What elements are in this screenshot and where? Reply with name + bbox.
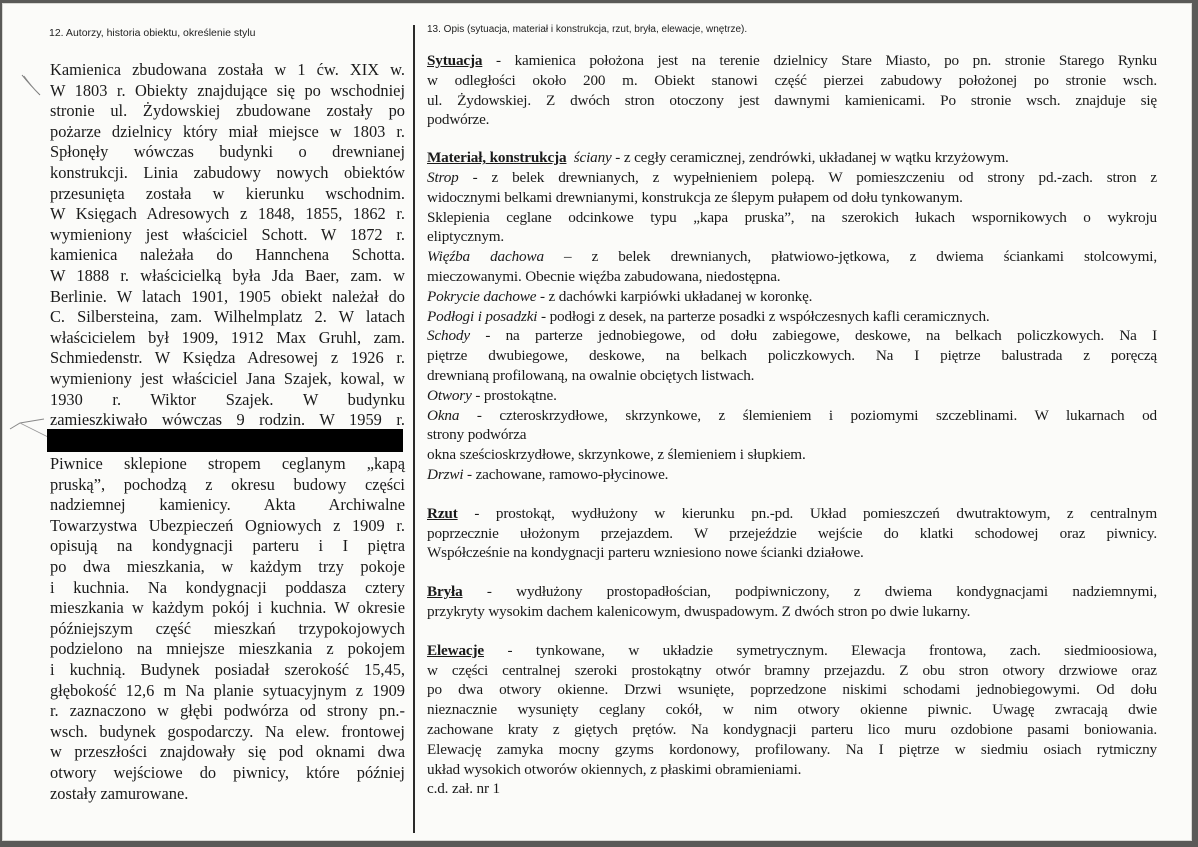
history-line: Schmiedenstr. W Księdza Adresowej z 1926 r. (50, 348, 405, 368)
elewacje-line: układ wysokich otworów okiennych, z płaskimi obramieniami. (427, 760, 802, 778)
column-divider (413, 25, 415, 833)
history-line: W Księgach Adresowych z 1848, 1855, 1862 r. (50, 204, 405, 224)
cellars-line: otwory wejściowe do piwnicy, które później (50, 762, 405, 782)
cellars-line: i kuchnią. Budynek posiadał szerokość 15,45, (50, 659, 405, 679)
elewacje-line: w części centralnej szeroki prostokątny otwór bramny przejazdu. Z obu stron otwory drzwiowe oraz (427, 661, 1157, 679)
bryla-title: Bryła (427, 583, 463, 601)
section-13-heading: 13. Opis (sytuacja, materiał i konstrukcja, rzut, bryła, elewacje, wnętrze). (427, 24, 748, 35)
podlogi-line: Podłogi i posadzki - podłogi z desek, na parterze posadki z współczesnych kafli ceramicznych. (427, 307, 990, 325)
cellars-line: zostały zamurowane. (50, 783, 189, 803)
rzut-line: poprzecznie ułożonym przejazdem. W przejeździe wejście do klatki schodowej oraz piwnicy. (427, 524, 1157, 542)
cellars-line: po dwa mieszkania, w każdym trzy pokoje (50, 556, 405, 576)
pen-tick-mark-icon (20, 73, 44, 99)
history-line: 1930 r. Wiktor Szajek. W budynku (50, 389, 405, 409)
section-12-heading: 12. Autorzy, historia obiektu, określenie stylu (49, 27, 256, 39)
cellars-line: późniejszym część mieszkań trzypokojowych (50, 618, 405, 638)
cellars-line: opisują na kondygnacji parteru i I piętra (50, 536, 405, 556)
strop-line: widocznymi belkami drewnianymi, konstrukcja ze ślepym pułapem od dołu tynkowanym. (427, 188, 963, 206)
cellars-line: podzielono na mniejsze mieszkania z pokojem (50, 639, 405, 659)
bryla-line: Bryła - wydłużony prostopadłościan, podpiwniczony, z dwiema kondygnacjami nadziemnymi, (427, 583, 1157, 601)
rzut-line: Rzut - prostokąt, wydłużony w kierunku pn.-pd. Układ pomieszczeń dwutraktowym, z centralnym (427, 504, 1157, 522)
sytuacja-title: Sytuacja (427, 52, 483, 69)
cellars-line: Towarzystwa Ubezpieczeń Ogniowych z 1909 r. (50, 515, 405, 535)
history-line: C. Silbersteina, zam. Wilhelmplatz 2. W latach (50, 307, 405, 327)
history-line: pożarze dzielnicy który miał miejsce w 1803 r. (50, 121, 405, 141)
wiezba-line: Więźba dachowa – z belek drewnianych, płatwiowo-jętkowa, z dwiema ściankami stolcowymi, (427, 248, 1157, 266)
cellars-line: nadziemnej kamienicy. Akta Archiwalne (50, 495, 405, 515)
cellars-line: Piwnice sklepione stropem ceglanym „kapą (50, 454, 405, 473)
schody-line: piętrze dwubiegowe, deskowe, na belkach policzkowych. Na I piętrze balustrada z poręczą (427, 347, 1157, 365)
scanned-document-page (2, 3, 1192, 841)
history-line: właścicielem był 1909, 1912 Max Gruhl, zam. (50, 327, 405, 347)
material-line: Materiał, konstrukcja ściany - z cegły ceramicznej, zendrówki, układanej w wątku krzyżowym. (427, 149, 1009, 167)
history-line: Spłonęły wówczas budynki o drewnianej (50, 142, 405, 162)
history-line: konstrukcji. Linia zabudowy nowych obiektów (50, 162, 405, 182)
history-line: W 1888 r. właścicielką była Jda Baer, zam. w (50, 265, 405, 285)
cellars-line: głębokość 12,6 m Na planie sytuacyjnym z 1909 (50, 680, 405, 700)
sklepienia-line: Sklepienia ceglane odcinkowe typu „kapa pruska”, na szerokich łukach wspornikowych o wykroju (427, 208, 1157, 226)
cellars-line: wsch. budynek gospodarczy. Na elew. frontowej (50, 721, 405, 741)
sytuacja-line: podwórze. (427, 111, 490, 129)
description-text-block (427, 51, 1157, 799)
bryla-line: przykryty wysokim dachem kalenicowym, dwuspadowym. Z dwóch stron po dwie lukarny. (427, 602, 971, 620)
rzut-line: Współcześnie na kondygnacji parteru wzniesiono nowe ścianki działowe. (427, 544, 864, 562)
elewacje-line: Elewację zamyka mocny gzyms kordonowy, profilowany. Na I piętrze w siedmiu osiach rytmiczny (427, 740, 1157, 758)
history-text-block (50, 60, 405, 451)
rzut-title: Rzut (427, 504, 458, 522)
history-line: Berlinie. W latach 1901, 1905 obiekt należał do (50, 286, 405, 306)
history-line: wymieniony jest właściciel Schott. W 1872 r. (50, 224, 405, 244)
history-line: kamienica należała do Hannchena Schotta. (50, 245, 405, 265)
history-line: wymieniony jest właściciel Jana Szajek, kowal, w (50, 368, 405, 388)
history-line: Kamienica zbudowana została w 1 ćw. XIX w. (50, 60, 405, 79)
pen-arrow-mark-icon (8, 417, 48, 439)
elewacje-title: Elewacje (427, 641, 484, 659)
material-title: Materiał, konstrukcja (427, 149, 567, 167)
history-line: stronie ul. Żydowskiej zbudowane zostały po (50, 101, 405, 121)
cellars-line: mieszkania w każdym pokój i kuchnia. W okresie (50, 598, 405, 618)
continuation-note: c.d. zał. nr 1 (427, 780, 500, 798)
okna-line: strony podwórza (427, 426, 527, 444)
drzwi-line: Drzwi - zachowane, ramowo-płycinowe. (427, 465, 669, 483)
sytuacja-line: w odległości około 200 m. Obiekt stanowi część pierzei zabudowy położonej po stronie wsch. (427, 71, 1157, 89)
elewacje-line: Elewacje - tynkowane, w układzie symetrycznym. Elewacja frontowa, zach. siedmioosiowa, (427, 641, 1157, 659)
okna-line: okna sześcioskrzydłowe, skrzynkowe, z ślemieniem i słupkiem. (427, 446, 806, 464)
cellars-line: i kuchnia. Na kondygnacji poddasza cztery (50, 577, 405, 597)
cellars-line: pruską”, pochodzą z okresu budowy części (50, 474, 405, 494)
elewacje-line: nieznacznie wysunięty ceglany cokół, w nim otwory okienne piwnic. Uwagę zwracają dwie (427, 701, 1157, 719)
history-line: przesunięta została w kierunku wschodnim. (50, 183, 405, 203)
sytuacja-line: Sytuacja - kamienica położona jest na terenie dzielnicy Stare Miasto, po pn. stronie Starego Rynku (427, 52, 1157, 69)
sklepienia-line: eliptycznym. (427, 228, 505, 246)
history-line: W 1803 r. Obiekty znajdujące się po wschodniej (50, 80, 405, 100)
elewacje-line: po dwa otwory okienne. Drzwi wsunięte, poprzedzone niskimi schodami jednobiegowymi. Od dołu (427, 681, 1157, 699)
wiezba-line: mieczowanymi. Obecnie więźba zabudowana, niedostępna. (427, 267, 781, 285)
redaction-bar-full (47, 429, 403, 452)
cellars-line: w przeszłości znajdowały się pod oknami dwa (50, 742, 405, 762)
history-line: zamieszkiwało wówczas 9 rodzin. W 1959 r. (50, 410, 405, 430)
sytuacja-line: ul. Żydowskiej. Z dwóch stron otoczony jest dawnymi kamienicami. Po stronie wsch. znajduje się (427, 91, 1157, 109)
okna-line: Okna - czteroskrzydłowe, skrzynkowe, z ślemieniem i poziomymi szczeblinami. W lukarnach od (427, 406, 1157, 424)
otwory-line: Otwory - prostokątne. (427, 386, 557, 404)
strop-line: Strop - z belek drewnianych, z wypełnieniem polepą. W pomieszczeniu od strony pd.-zach. stron z (427, 168, 1157, 186)
cellars-text-block (50, 454, 405, 804)
schody-line: drewnianą profilowaną, na owalnie obciętych listwach. (427, 366, 755, 384)
schody-line: Schody - na parterze jednobiegowe, od dołu zabiegowe, deskowe, na belkach policzkowych. Na I (427, 327, 1157, 345)
pokrycie-line: Pokrycie dachowe - z dachówki karpiówki układanej w koronkę. (427, 287, 813, 305)
cellars-line: r. zaznaczono w głębi podwórza od strony pn.- (50, 701, 405, 721)
elewacje-line: zachowane kraty z giętych prętów. Na kondygnacji parteru lico muru ozdobione pasami boniowania. (427, 720, 1157, 738)
